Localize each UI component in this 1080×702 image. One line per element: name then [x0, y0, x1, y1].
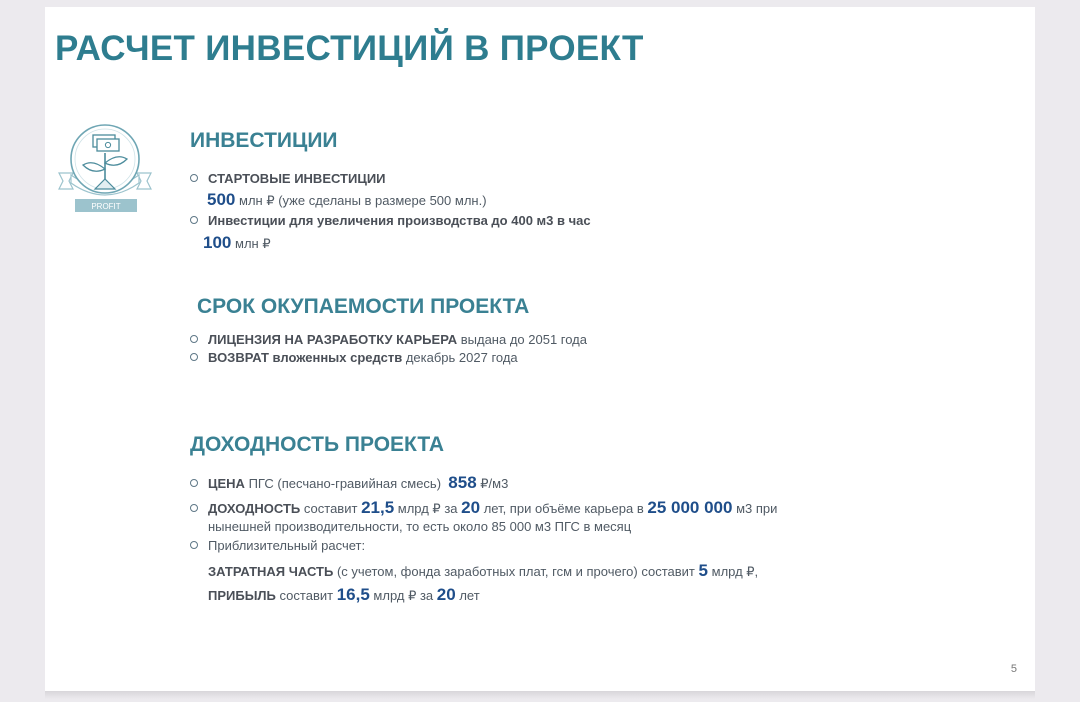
bullet-icon — [190, 479, 198, 487]
list-item-price: ЦЕНА ПГС (песчано-гравийная смесь) 858 ₽/м3 — [190, 473, 508, 493]
list-item-approx: Приблизительный расчет: — [190, 538, 365, 553]
slide-shadow — [45, 691, 1035, 699]
bullet-icon — [190, 174, 198, 182]
bullet-icon — [190, 216, 198, 224]
start-investments-value: 500 млн ₽ (уже сделаны в размере 500 млн.) — [207, 190, 487, 209]
cost-line: ЗАТРАТНАЯ ЧАСТЬ (с учетом, фонда заработных плат, гсм и прочего) составит 5 млрд ₽, — [208, 561, 759, 580]
page-number: 5 — [1010, 663, 1017, 675]
bullet-icon — [190, 541, 198, 549]
list-item-start-investments: СТАРТОВЫЕ ИНВЕСТИЦИИ — [190, 171, 386, 186]
section-heading-investments: ИНВЕСТИЦИИ — [190, 129, 338, 152]
bullet-icon — [190, 504, 198, 512]
list-item-return: ВОЗВРАТ вложенных средств декабрь 2027 года — [190, 350, 518, 365]
yield-line-2: нынешней производительности, то есть около 85 000 м3 ПГС в месяц — [208, 519, 632, 534]
list-item-growth-investments: Инвестиции для увеличения производства до 400 м3 в час — [190, 213, 591, 228]
bullet-icon — [190, 335, 198, 343]
money-plant-icon — [55, 119, 155, 215]
emblem-label: PROFIT — [91, 202, 121, 211]
list-item-yield: ДОХОДНОСТЬ составит 21,5 млрд ₽ за 20 лет, при объёме карьера в 25 000 000 м3 при — [190, 498, 777, 518]
bullet-icon — [190, 353, 198, 361]
profit-line: ПРИБЫЛЬ составит 16,5 млрд ₽ за 20 лет — [208, 585, 480, 604]
slide — [45, 7, 1035, 691]
section-heading-profitability: ДОХОДНОСТЬ ПРОЕКТА — [190, 433, 445, 456]
page-title: РАСЧЕТ ИНВЕСТИЦИЙ В ПРОЕКТ — [55, 29, 644, 68]
list-item-license: ЛИЦЕНЗИЯ НА РАЗРАБОТКУ КАРЬЕРА выдана до 2051 года — [190, 332, 587, 347]
section-heading-payback: СРОК ОКУПАЕМОСТИ ПРОЕКТА — [197, 295, 530, 318]
growth-investments-value: 100 млн ₽ — [203, 233, 271, 252]
